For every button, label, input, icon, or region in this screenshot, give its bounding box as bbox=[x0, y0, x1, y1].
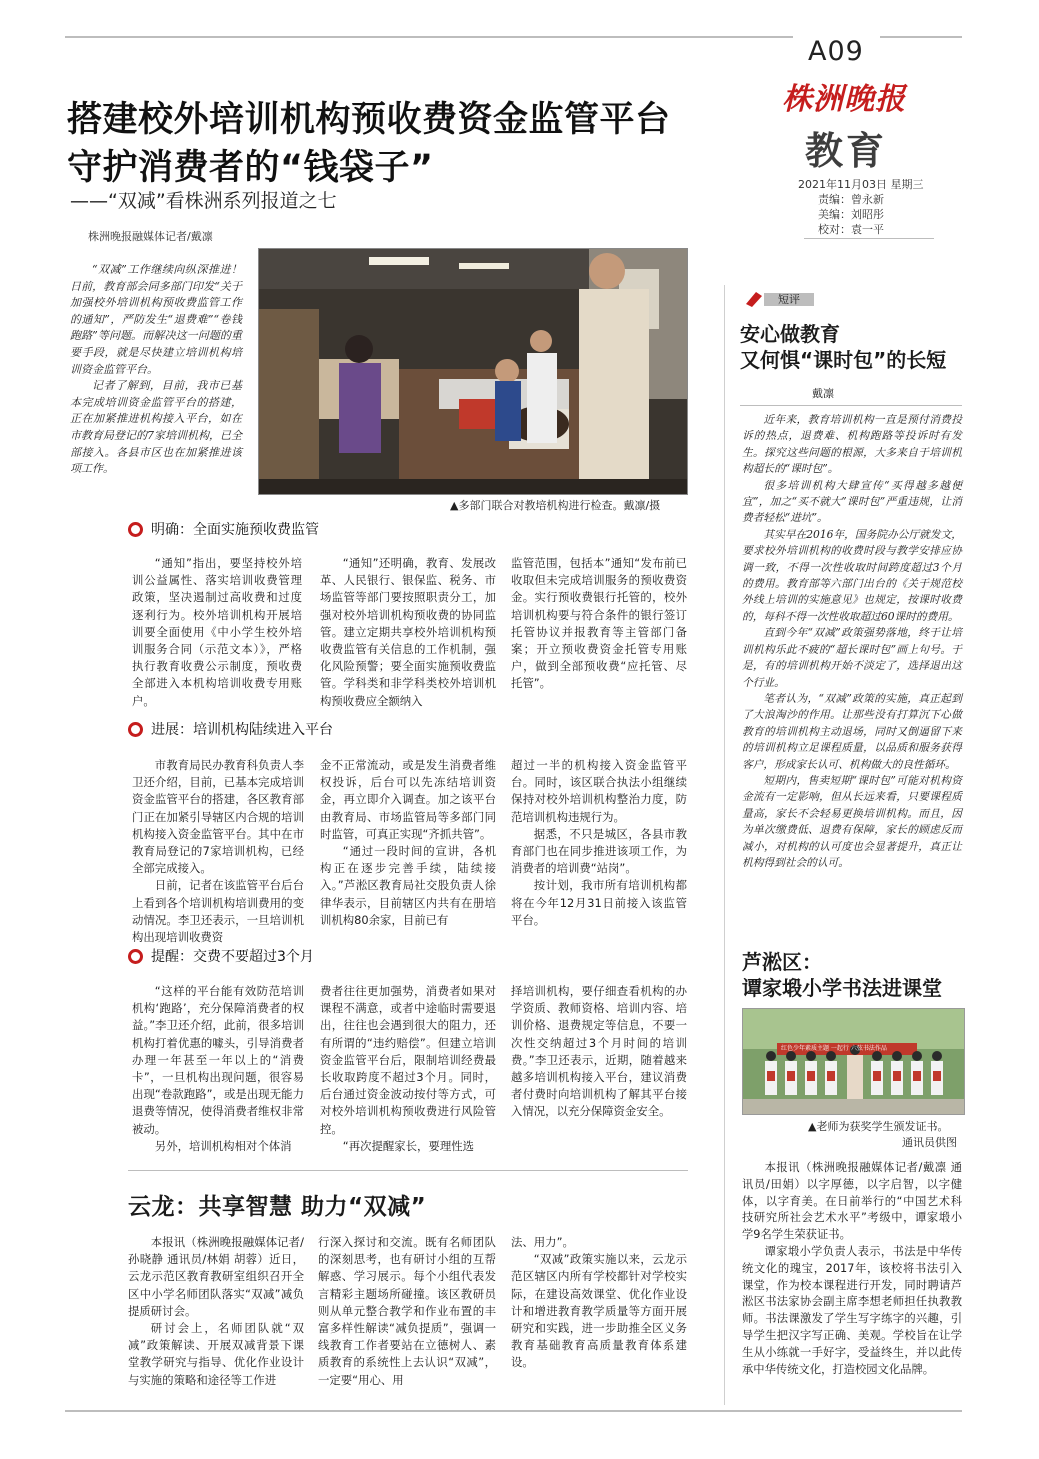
paragraph: 谭家塅小学负责人表示，书法是中华传统文化的瑰宝，2017年，该校将书法引入课堂，作为校本课程进行开发，同时聘请芦淞区书法家协会副主席李想老师担任执教教师。书法课激发了学生写字练字的兴趣，引导学生把汉字写正确、美观。学校旨在让学生从小练就一手好字，受益终生，并以此传承中华传统文化，打造校园文化品牌。 bbox=[742, 1244, 962, 1376]
section2-col2 bbox=[320, 757, 496, 929]
paragraph: 直到今年“双减”政策强势落地，终于让培训机构乐此不疲的“超长课时包”画上句号。于是，有的培训机构开始不淡定了，选择退出这个行业。 bbox=[742, 626, 962, 689]
headline-line-2: 守护消费者的“钱袋子” bbox=[67, 148, 434, 188]
yunlong-col3 bbox=[511, 1234, 687, 1372]
intro-column bbox=[70, 262, 242, 478]
newspaper-logo: 株洲晚报 bbox=[782, 82, 906, 117]
paragraph: 市教育局民办教育科负责人李卫还介绍，目前，已基本完成培训资金监管平台的搭建，各区教育部门正在加紧引导辖区内合规的培训机构接入资金监管平台。其中在市教育局登记的7家培训机构，已经全部完成接入。 bbox=[132, 758, 304, 876]
section-heading-text: 明确：全面实施预收费监管 bbox=[151, 522, 319, 538]
paragraph: 据悉，不只是城区，各县市教育部门也在同步推进该项工作，为消费者的培训费“站岗”。 bbox=[511, 826, 687, 876]
lusong-title-line-1: 芦淞区： bbox=[742, 950, 822, 974]
proofreader-credit: 校对：袁一平 bbox=[818, 223, 884, 236]
section1-col3 bbox=[511, 555, 687, 693]
photo-banner-text: 红色少年素质主题 一起行 六弦书法作品 bbox=[781, 1045, 887, 1052]
section-name: 教育 bbox=[805, 128, 888, 173]
paragraph: 监管范围，包括本”通知“发布前已收取但未完成培训服务的预收费资金。实行预收费银行托管的，校外培训机构要与符合条件的银行签订托管协议并报教育等主管部门备案；开立预收费资金托管专用账户，做到全部预收费“应托管、尽托管”。 bbox=[511, 556, 687, 691]
headline-line-1: 搭建校外培训机构预收费资金监管平台 bbox=[67, 100, 671, 140]
section-heading-1 bbox=[128, 518, 319, 540]
bottom-rule bbox=[65, 1410, 962, 1412]
commentary-title-line-1: 安心做教育 bbox=[740, 322, 840, 346]
section3-col3 bbox=[511, 983, 687, 1121]
page-number: A09 bbox=[808, 36, 864, 67]
paragraph: 笔者认为，“双减”政策的实施，真正起到了大浪淘沙的作用。让那些没有打算沉下心做教育的培训机构主动退场，同时又倒逼留下来的培训机构立足课程质量，以品质和服务获得客户，形成家长认可、机构做大的良性循环。 bbox=[742, 691, 962, 771]
paragraph: “这样的平台能有效防范培训机构‘跑路’，充分保障消费者的权益。”李卫还介绍，此前，很多培训机构打着优惠的噱头，引导消费者办理一年甚至一年以上的“消费卡”，一旦机构出现问题，很容易出现“卷款跑路”，或是出现无能力退费等情况，使得消费者维权非常被动。 bbox=[132, 984, 304, 1136]
lusong-photo-credit: 通讯员供图 bbox=[902, 1136, 957, 1149]
issue-date: 2021年11月03日 星期三 bbox=[798, 178, 924, 191]
paragraph: 本报讯（株洲晚报融媒体记者/孙晓静 通讯员/林娟 胡蓉）近日，云龙示范区教育教研室组织召开全区中小学名师团队落实“双减”减负提质研讨会。 bbox=[128, 1235, 304, 1318]
commentary-rule bbox=[740, 405, 962, 406]
photo-caption: ▲多部门联合对教培机构进行检查。戴凛/摄 bbox=[450, 499, 661, 512]
section-heading-3 bbox=[128, 945, 314, 967]
intro-paragraph: “双减”工作继续向纵深推进！日前，教育部会同多部门印发“关于加强校外培训机构预收费监管工作的通知”，严防发生“退费难”“卷钱跑路”等问题。而解决这一问题的重要手段，就是尽快建立培训机构培训资金监管平台。 bbox=[70, 263, 242, 376]
paragraph: 短期内，售卖短期“课时包”可能对机构资金流有一定影响，但从长远来看，只要课程质量高，家长不会轻易更换培训机构。而且，因为单次缴费低、退费有保障，家长的顾虑反而减小，对机构的认可度也会显著提升，真正让机构得到社会的认可。 bbox=[742, 773, 962, 869]
paragraph: “通知”还明确，教育、发展改革、人民银行、银保监、税务、市场监管等部门要按照职责分工，加强对校外培训机构预收费的协同监管。建立定期共享校外培训机构预收费监管有关信息的工作机制，强化风险预警；要全面实施预收费监管。学科类和非学科类校外培训机构预收费应全额纳入 bbox=[320, 556, 496, 708]
bullet-circle-icon bbox=[128, 949, 143, 964]
bullet-circle-icon bbox=[128, 722, 143, 737]
commentary-label bbox=[744, 290, 814, 308]
section-heading-text: 进展：培训机构陆续进入平台 bbox=[151, 722, 333, 738]
section2-col1 bbox=[132, 757, 304, 946]
bullet-circle-icon bbox=[128, 522, 143, 537]
paragraph: 行深入探讨和交流。既有名师团队的深刻思考，也有研讨小组的互帮解惑、学习展示。每个小组代表发言精彩主题场所碰撞。该区教研员则从单元整合教学和作业布置的丰富多样性解读“减负提质”，强调一线教育工作者要站在立德树人、素质教育的系统性上去认识“双减”，一定要“用心、用 bbox=[318, 1235, 496, 1387]
inspection-photo bbox=[258, 248, 688, 495]
paragraph: “通过一段时间的宣讲，各机构正在逐步完善手续，陆续接入。”芦淞区教育局社交股负责人徐律华表示，目前辖区内共有在册培训机构80余家，目前已有 bbox=[320, 844, 496, 927]
yunlong-col1 bbox=[128, 1234, 304, 1389]
editor-credit: 责编：曾永新 bbox=[818, 193, 884, 206]
lusong-title-line-2: 谭家塅小学书法进课堂 bbox=[742, 976, 942, 1000]
commentary-title-line-2: 又何惧“课时包”的长短 bbox=[740, 348, 947, 372]
paragraph: 另外，培训机构相对个体消 bbox=[154, 1138, 292, 1153]
paragraph: 择培训机构，要仔细查看机构的办学资质、教师资格、培训内容、培训价格、退费规定等信息，不要一次性交纳超过3个月时间的培训费。”李卫还表示，近期，随着越来越多培训机构接入平台，建议消费者付费时向培训机构了解其平台接入情况，以充分保障资金安全。 bbox=[511, 984, 687, 1119]
paragraph: 按计划，我市所有培训机构都将在今年12月31日前接入该监管平台。 bbox=[511, 878, 687, 927]
paragraph: 超过一半的机构接入资金监管平台。同时，该区联合执法小组继续保持对校外培训机构整治力度，防范培训机构违规行为。 bbox=[511, 758, 687, 824]
paragraph: 日前，记者在该监管平台后台上看到各个培训机构培训费用的变动情况。李卫还表示，一旦培训机构出现培训收费资 bbox=[132, 878, 304, 945]
paragraph: 金不正常流动，或是发生消费者维权投诉，后台可以先冻结培训资金，再立即介入调查。加之该平台由教育局、市场监管局等多部门同时监管，可真正实现“齐抓共管”。 bbox=[320, 758, 496, 841]
commentary-author: 戴凛 bbox=[812, 387, 834, 400]
section3-col1 bbox=[132, 983, 304, 1155]
yunlong-title: 云龙：共享智慧 助力“双减” bbox=[128, 1194, 427, 1220]
section2-col3 bbox=[511, 757, 687, 929]
paragraph: “双减”政策实施以来，云龙示范区辖区内所有学校都针对学校实际，在建设高效课堂、优化作业设计和增进教育教学质量等方面开展研究和实践，进一步助推全区义务教育基础教育高质量教育体系建设。 bbox=[511, 1252, 687, 1370]
paragraph: “再次提醒家长，要理性选 bbox=[342, 1138, 474, 1153]
commentary-body bbox=[742, 412, 962, 871]
sidebar-divider bbox=[724, 285, 725, 1405]
top-rule-right bbox=[880, 36, 962, 38]
section1-col2 bbox=[320, 555, 496, 710]
paragraph: 本报讯（株洲晚报融媒体记者/戴凛 通讯员/田娟）以字厚德，以字启智，以字健体，以字育美。在日前举行的“中国艺术科技研究所社会艺术水平”考级中，谭家塅小学9名学生荣获证书。 bbox=[742, 1161, 962, 1242]
section1-col1 bbox=[132, 555, 302, 710]
byline: 株洲晚报融媒体记者/戴凛 bbox=[88, 230, 213, 243]
subheadline: ——“双减”看株洲系列报道之七 bbox=[70, 190, 337, 212]
meta-rule bbox=[804, 238, 934, 239]
lusong-photo-caption: ▲老师为获奖学生颁发证书。 bbox=[808, 1120, 949, 1133]
top-rule bbox=[65, 36, 793, 38]
calligraphy-photo-illustration bbox=[743, 1009, 965, 1115]
paragraph: “通知”指出，要坚持校外培训公益属性、落实培训收费管理政策，坚决遏制过高收费和过度逐利行为。校外培训机构开展培训要全面使用《中小学生校外培训服务合同（示范文本）》，严格执行教育收费公示制度，预收费全部进入本机构培训收费专用账户。 bbox=[132, 556, 302, 708]
paragraph: 近年来，教育培训机构一直是预付消费投诉的热点，退费难、机构跑路等投诉时有发生。探究这些问题的根源，大多来自于培训机构超长的“课时包”。 bbox=[742, 413, 962, 476]
yunlong-top-rule bbox=[128, 1170, 688, 1171]
inspection-photo-illustration bbox=[259, 249, 688, 495]
yunlong-col2 bbox=[318, 1234, 496, 1389]
section-heading-2 bbox=[128, 718, 333, 740]
section-heading-text: 提醒：交费不要超过3个月 bbox=[151, 949, 314, 965]
calligraphy-award-photo bbox=[742, 1008, 965, 1115]
intro-paragraph: 记者了解到，目前，我市已基本完成培训资金监管平台的搭建，正在加紧推进机构接入平台，如在市教育局登记的7家培训机构，已全部接入。各县市区也在加紧推进该项工作。 bbox=[70, 379, 242, 476]
commentary-label-text: 短评 bbox=[778, 293, 800, 306]
paragraph: 费者往往更加强势，消费者如果对课程不满意，或者中途临时需要退出，往往也会遇到很大的阻力，还有所谓的“违约赔偿”。但建立培训资金监管平台后，限制培训经费最长收取跨度不超过3个月。同时，后台通过资金波动按付等方式，可对校外培训机构预收费进行风险管控。 bbox=[320, 984, 496, 1136]
lusong-body bbox=[742, 1160, 962, 1378]
paragraph: 很多培训机构大肆宣传“买得越多越便宜”，加之“买不就大”课时包”严重违规，让消费者轻松“进坑”。 bbox=[742, 478, 962, 525]
paragraph: 法、用力”。 bbox=[511, 1235, 574, 1249]
designer-credit: 美编：刘昭彤 bbox=[818, 208, 884, 221]
paragraph: 研讨会上，名师团队就“双减”政策解读、开展双减背景下课堂教学研究与指导、优化作业设计与实施的策略和途径等工作进 bbox=[128, 1321, 304, 1387]
section3-col2 bbox=[320, 983, 496, 1155]
paragraph: 其实早在2016年，国务院办公厅就发文，要求校外培训机构的收费时段与教学安排应协调一致，不得一次性收取时间跨度超过3个月的费用。教育部等六部门出台的《关于规范校外线上培训的实施意见》也规定，按课时收费的，每科不得一次性收取超过60课时的费用。 bbox=[742, 527, 962, 623]
